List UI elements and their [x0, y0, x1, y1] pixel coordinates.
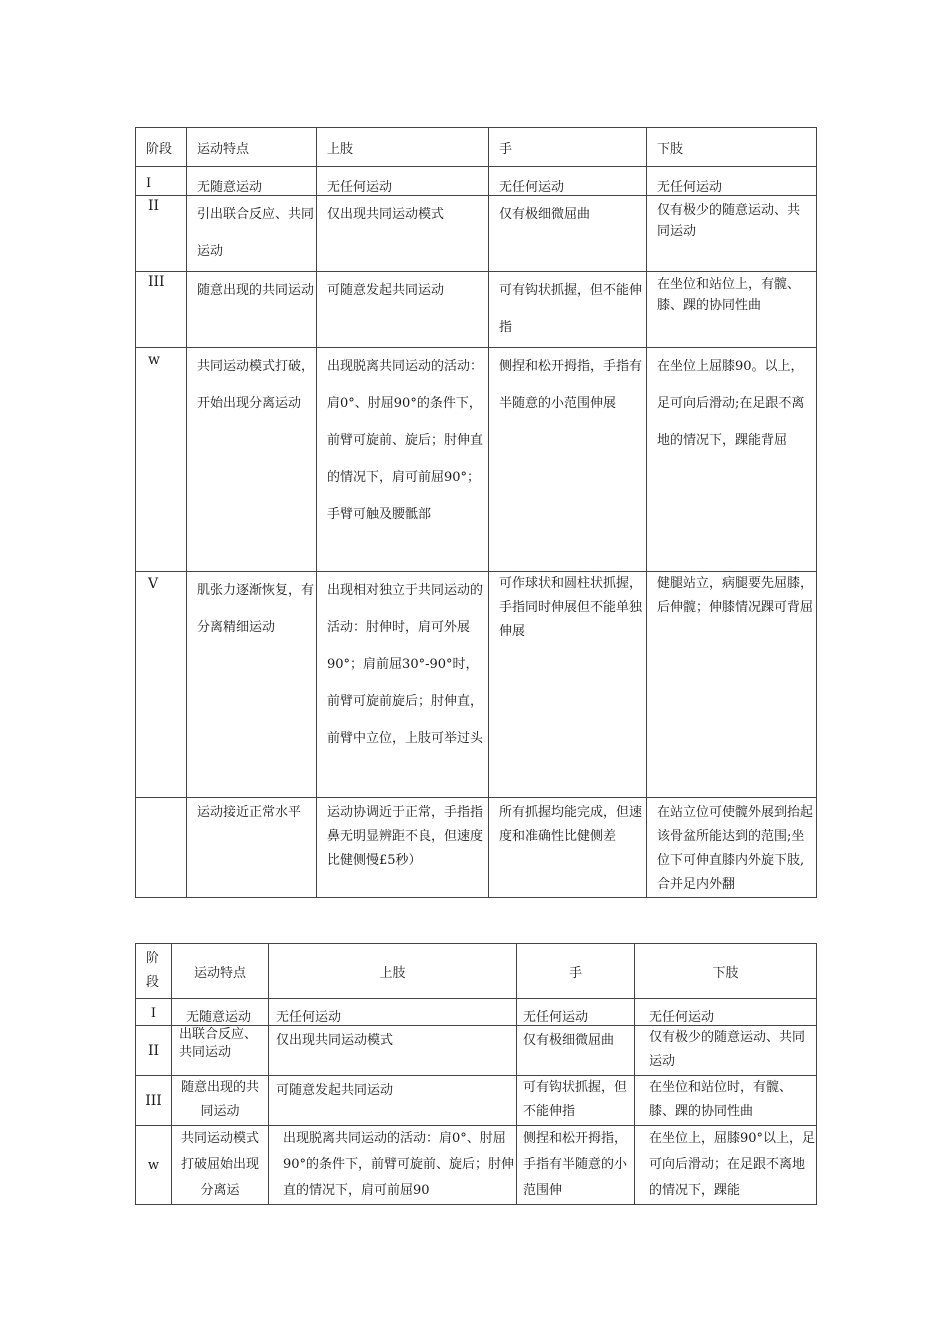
- lower-limb-cell: 仅有极少的随意运动、共 同运动: [647, 196, 817, 272]
- stage-table-2: [135, 943, 817, 1205]
- hand-cell: 仅有极细微屈曲: [489, 196, 647, 272]
- features-cell: 随意出现的共同运动: [187, 272, 317, 348]
- lower-limb-cell: 仅有极少的随意运动、共同运动: [635, 1026, 817, 1076]
- stage-cell: I: [136, 167, 187, 196]
- header-lower-limb: 下肢: [647, 128, 817, 167]
- table-header-row: [136, 128, 817, 167]
- upper-limb-cell: 出现脱离共同运动的活动：肩0°、肘屈90°的条件下，前臂可旋前、旋后；肘伸直的情况下，肩可前屈90: [269, 1126, 517, 1205]
- table-row: [136, 572, 817, 798]
- table-row: [136, 167, 817, 196]
- table-row: [136, 1076, 817, 1126]
- upper-limb-cell: 出现相对独立于共同运动的活动：肘伸时，肩可外展90°；肩前屈30°-90°时，前臂可旋前旋后；肘伸直，前臂中立位，上肢可举过头: [317, 572, 489, 798]
- header-features: 运动特点: [172, 944, 269, 999]
- hand-cell: 无任何运动: [489, 167, 647, 196]
- hand-cell: 无任何运动: [517, 999, 635, 1026]
- header-lower-limb: 下肢: [635, 944, 817, 999]
- upper-limb-cell: 无任何运动: [269, 999, 517, 1026]
- upper-limb-cell: 运动协调近于正常，手指指鼻无明显辨距不良，但速度比健侧慢£5秒）: [317, 798, 489, 898]
- upper-limb-cell: 可随意发起共同运动: [269, 1076, 517, 1126]
- header-hand: 手: [517, 944, 635, 999]
- stage-cell: III: [136, 1076, 172, 1126]
- hand-cell: 侧捏和松开拇指，手指有半随意的小范围伸展: [489, 348, 647, 572]
- header-stage: 阶段: [136, 944, 172, 999]
- features-cell: 共同运动模式打破屈始出现分离运: [172, 1126, 269, 1205]
- header-stage: 阶段: [136, 128, 187, 167]
- features-cell: 引出联合反应、共同运动: [187, 196, 317, 272]
- features-cell: 运动接近正常水平: [187, 798, 317, 898]
- table-row: [136, 1026, 817, 1076]
- hand-cell: 可有钩状抓握，但不能伸指: [517, 1076, 635, 1126]
- stage-cell: w: [136, 348, 187, 572]
- table-row: [136, 999, 817, 1026]
- table-row: [136, 196, 817, 272]
- features-cell: 肌张力逐渐恢复，有分离精细运动: [187, 572, 317, 798]
- stage-cell: w: [136, 1126, 172, 1205]
- lower-limb-cell: 在坐位上，屈膝90°以上，足可向后滑动；在足跟不离地的情况下，踝能: [635, 1126, 817, 1205]
- features-cell: 随意出现的共同运动: [172, 1076, 269, 1126]
- stage-cell: V: [136, 572, 187, 798]
- hand-cell: 仅有极细微屈曲: [517, 1026, 635, 1076]
- lower-limb-cell: 在坐位和站位时，有髋、膝、踝的协同性曲: [635, 1076, 817, 1126]
- table-header-row: [136, 944, 817, 999]
- hand-cell: 可作球状和圆柱状抓握，手指同时伸展但不能单独伸展: [489, 572, 647, 798]
- stage-cell: II: [136, 196, 187, 272]
- header-hand: 手: [489, 128, 647, 167]
- table-row: [136, 1126, 817, 1205]
- stage-cell: I: [136, 999, 172, 1026]
- features-cell: 无随意运动: [172, 999, 269, 1026]
- upper-limb-cell: 可随意发起共同运动: [317, 272, 489, 348]
- hand-cell: 可有钩状抓握，但不能伸指: [489, 272, 647, 348]
- hand-cell: 侧捏和松开拇指，手指有半随意的小范围伸: [517, 1126, 635, 1205]
- header-features: 运动特点: [187, 128, 317, 167]
- upper-limb-cell: 无任何运动: [317, 167, 489, 196]
- table-row: [136, 348, 817, 572]
- lower-limb-cell: 无任何运动: [635, 999, 817, 1026]
- features-cell: 共同运动模式打破，开始出现分离运动: [187, 348, 317, 572]
- header-upper-limb: 上肢: [269, 944, 517, 999]
- table-row: [136, 272, 817, 348]
- hand-cell: 所有抓握均能完成，但速度和准确性比健侧差: [489, 798, 647, 898]
- lower-limb-cell: 在坐位上屈膝90。以上，足可向后滑动;在足跟不离地的情况下，踝能背屈: [647, 348, 817, 572]
- lower-limb-cell: 健腿站立，病腿要先屈膝，后伸髋；伸膝情况踝可背屈: [647, 572, 817, 798]
- features-cell: 出联合反应、 共同运动: [172, 1026, 269, 1076]
- header-upper-limb: 上肢: [317, 128, 489, 167]
- features-cell: 无随意运动: [187, 167, 317, 196]
- lower-limb-cell: 无任何运动: [647, 167, 817, 196]
- upper-limb-cell: 仅出现共同运动模式: [269, 1026, 517, 1076]
- table-row: [136, 798, 817, 898]
- stage-cell: III: [136, 272, 187, 348]
- stage-cell: II: [136, 1026, 172, 1076]
- upper-limb-cell: 仅出现共同运动模式: [317, 196, 489, 272]
- stage-cell: [136, 798, 187, 898]
- lower-limb-cell: 在坐位和站位上，有髋、 膝、踝的协同性曲: [647, 272, 817, 348]
- stage-table-1: [135, 127, 817, 898]
- upper-limb-cell: 出现脱离共同运动的活动：肩0°、肘屈90°的条件下，前臂可旋前、旋后；肘伸直的情况下，肩可前屈90°；手臂可触及腰骶部: [317, 348, 489, 572]
- lower-limb-cell: 在站立位可使髋外展到抬起该骨盆所能达到的范围;坐位下可伸直膝内外旋下肢,合并足内外翻: [647, 798, 817, 898]
